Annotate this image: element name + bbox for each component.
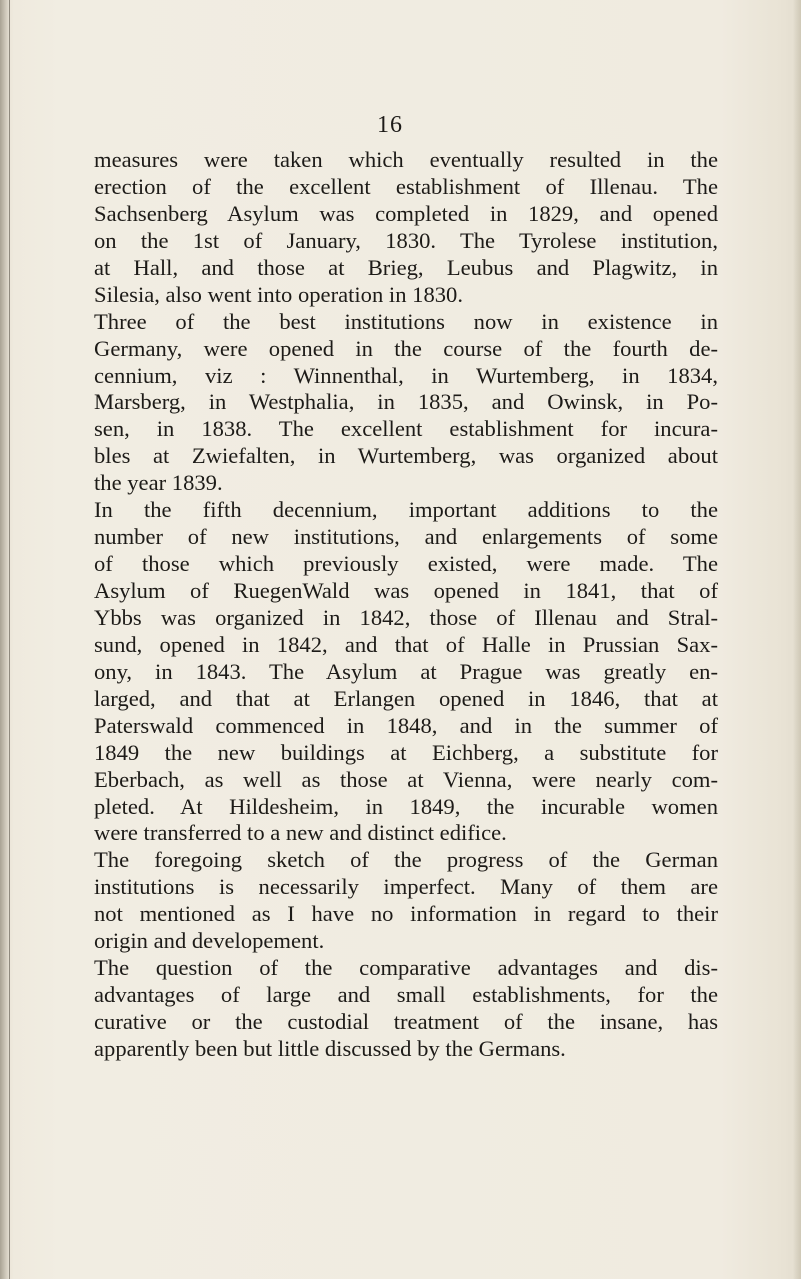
- text-line: The question of the comparative advantages and dis-: [94, 955, 718, 981]
- text-line: Silesia, also went into operation in 1830.: [94, 281, 463, 307]
- text-line: measures were taken which eventually resulted in the: [94, 147, 718, 172]
- text-line: larged, and that at Erlangen opened in 1846, that at: [94, 685, 718, 711]
- paragraph: [94, 309, 718, 498]
- paragraph: [94, 147, 718, 309]
- text-line: The foregoing sketch of the progress of the German: [94, 847, 718, 873]
- text-line: ony, in 1843. The Asylum at Prague was greatly en-: [94, 658, 718, 684]
- text-line: origin and developement.: [94, 928, 325, 954]
- text-line: 1849 the new buildings at Eichberg, a substitute for: [94, 739, 718, 765]
- text-line: Germany, were opened in the course of the fourth de-: [94, 335, 718, 361]
- text-line: Marsberg, in Westphalia, in 1835, and Owinsk, in Po-: [94, 389, 718, 415]
- text-line: pleted. At Hildesheim, in 1849, the incurable women: [94, 793, 718, 819]
- text-line: In the fifth decennium, important additions to the: [94, 497, 718, 523]
- paragraph: [94, 847, 718, 955]
- text-line: bles at Zwiefalten, in Wurtemberg, was organized about: [94, 443, 718, 469]
- text-line: Sachsenberg Asylum was completed in 1829, and opened: [94, 200, 718, 226]
- text-line: Asylum of RuegenWald was opened in 1841, that of: [94, 578, 718, 603]
- text-line: at Hall, and those at Brieg, Leubus and Plagwitz, in: [94, 254, 718, 280]
- page-number: 16: [377, 112, 403, 138]
- page-edge: [793, 0, 801, 1279]
- text-line: sund, opened in 1842, and that of Halle in Prussian Sax-: [94, 631, 718, 657]
- text-line: number of new institutions, and enlargements of some: [94, 524, 718, 550]
- text-line: institutions is necessarily imperfect. Many of them are: [94, 874, 718, 900]
- text-line: apparently been but little discussed by the Germans.: [94, 1035, 566, 1061]
- binding-line: [9, 0, 10, 1279]
- text-line: advantages of large and small establishments, for the: [94, 982, 718, 1008]
- paragraph: [94, 955, 718, 1063]
- text-line: erection of the excellent establishment of Illenau. The: [94, 173, 718, 199]
- text-line: of those which previously existed, were made. The: [94, 551, 718, 577]
- text-line: cennium, viz : Winnenthal, in Wurtemberg, in 1834,: [94, 362, 718, 388]
- text-line: on the 1st of January, 1830. The Tyrolese institution,: [94, 227, 718, 253]
- text-line: the year 1839.: [94, 470, 223, 496]
- text-line: sen, in 1838. The excellent establishment for incura-: [94, 416, 718, 442]
- text-line: Eberbach, as well as those at Vienna, were nearly com-: [94, 766, 718, 792]
- text-line: not mentioned as I have no information in regard to their: [94, 901, 718, 927]
- text-line: Ybbs was organized in 1842, those of Illenau and Stral-: [94, 604, 718, 630]
- text-line: Three of the best institutions now in existence in: [94, 308, 718, 334]
- text-line: curative or the custodial treatment of the insane, has: [94, 1009, 718, 1034]
- text-line: were transferred to a new and distinct edifice.: [94, 820, 507, 846]
- body-text: [94, 147, 718, 1063]
- paragraph: [94, 497, 718, 847]
- text-line: Paterswald commenced in 1848, and in the summer of: [94, 712, 718, 738]
